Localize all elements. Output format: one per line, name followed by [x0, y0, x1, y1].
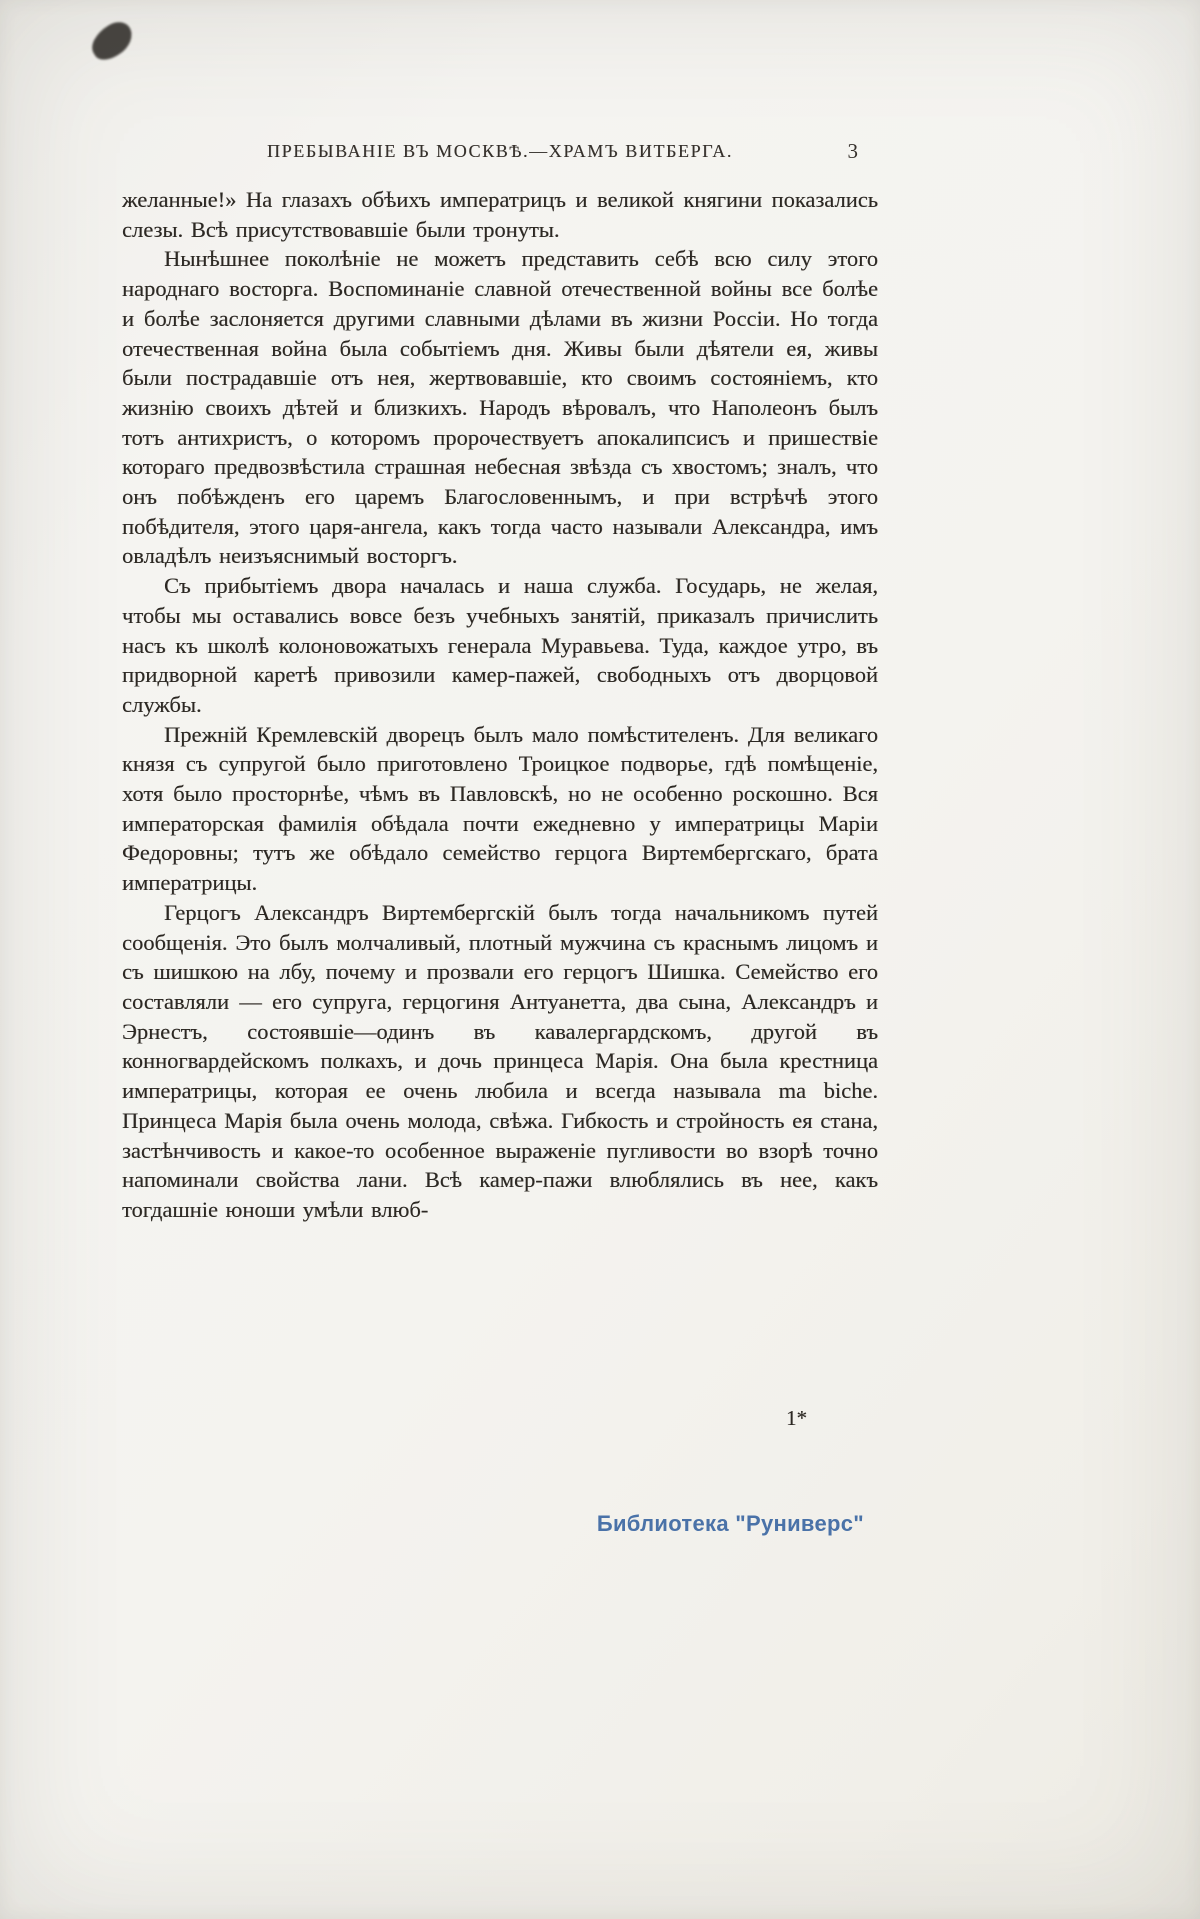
signature-mark: 1*: [786, 1406, 807, 1430]
body-text-block: [122, 185, 878, 1225]
paragraph: Герцогъ Александръ Виртембергскій былъ тогда начальникомъ путей сообщенія. Это былъ молчаливый, плотный мужчина съ краснымъ лицомъ и съ шишкою на лбу, почему и прозвали его герцогъ Шишка. Семейство его составляли — его супруга, герцогиня Антуанетта, два сына, Александръ и Эрнестъ, состоявшіе—одинъ въ кавалергардскомъ, другой въ конногвардейскомъ полкахъ, и дочь принцеса Марія. Она была крестница императрицы, которая ее очень любила и всегда называла ma biche. Принцеса Марія была очень молода, свѣжа. Гибкость и стройность ея стана, застѣнчивость и какое-то особенное выраженіе пугливости во взорѣ точно напоминали свойства лани. Всѣ камер-пажи влюблялись въ нее, какъ тогдашніе юноши умѣли влюб-: [122, 899, 878, 1222]
paragraph-continuation: желанные!» На глазахъ обѣихъ императрицъ и великой княгини показались слезы. Всѣ присутствовавшіе были тронуты.: [122, 187, 878, 242]
running-title: ПРЕБЫВАНІЕ ВЪ МОСКВѢ.—ХРАМЪ ВИТБЕРГА.: [267, 141, 733, 161]
library-watermark: Библиотека "Руниверс": [596, 1511, 864, 1536]
paragraph: Нынѣшнее поколѣніе не можетъ представить себѣ всю силу этого народнаго восторга. Воспоминаніе славной отечественной войны все болѣе и болѣе заслоняется другими славными дѣлами въ жизни Россіи. Но тогда отечественная война была событіемъ дня. Живы были дѣятели ея, живы были пострадавшіе отъ нея, жертвовавшіе, кто своимъ состояніемъ, кто жизнію своихъ дѣтей и близкихъ. Народъ вѣровалъ, что Наполеонъ былъ тотъ антихристъ, о которомъ пророчествуетъ апокалипсисъ и пришествіе котораго предвозвѣстила страшная небесная звѣзда съ хвостомъ; зналъ, что онъ побѣжденъ его царемъ Благословеннымъ, и при встрѣчѣ этого побѣдителя, этого царя-ангела, какъ тогда часто называли Александра, имъ овладѣлъ неизъяснимый восторгъ.: [122, 246, 878, 569]
page-number: 3: [847, 139, 858, 163]
paragraph: Съ прибытіемъ двора началась и наша служба. Государь, не желая, чтобы мы оставались вовсе безъ учебныхъ занятій, приказалъ причислить насъ къ школѣ колоновожатыхъ генерала Муравьева. Туда, каждое утро, въ придворной каретѣ привозили камер-пажей, свободныхъ отъ дворцовой службы.: [122, 573, 878, 717]
page-header: [122, 141, 878, 169]
paragraph: Прежній Кремлевскій дворецъ былъ мало помѣстителенъ. Для великаго князя съ супругой было приготовлено Троицкое подворье, гдѣ помѣщеніе, хотя было просторнѣе, чѣмъ въ Павловскѣ, но не особенно роскошно. Вся императорская фамилія обѣдала почти ежедневно у императрицы Маріи Федоровны; тутъ же обѣдало семейство герцога Виртембергскаго, брата императрицы.: [122, 721, 878, 896]
scan-smudge-mark: [85, 17, 138, 66]
